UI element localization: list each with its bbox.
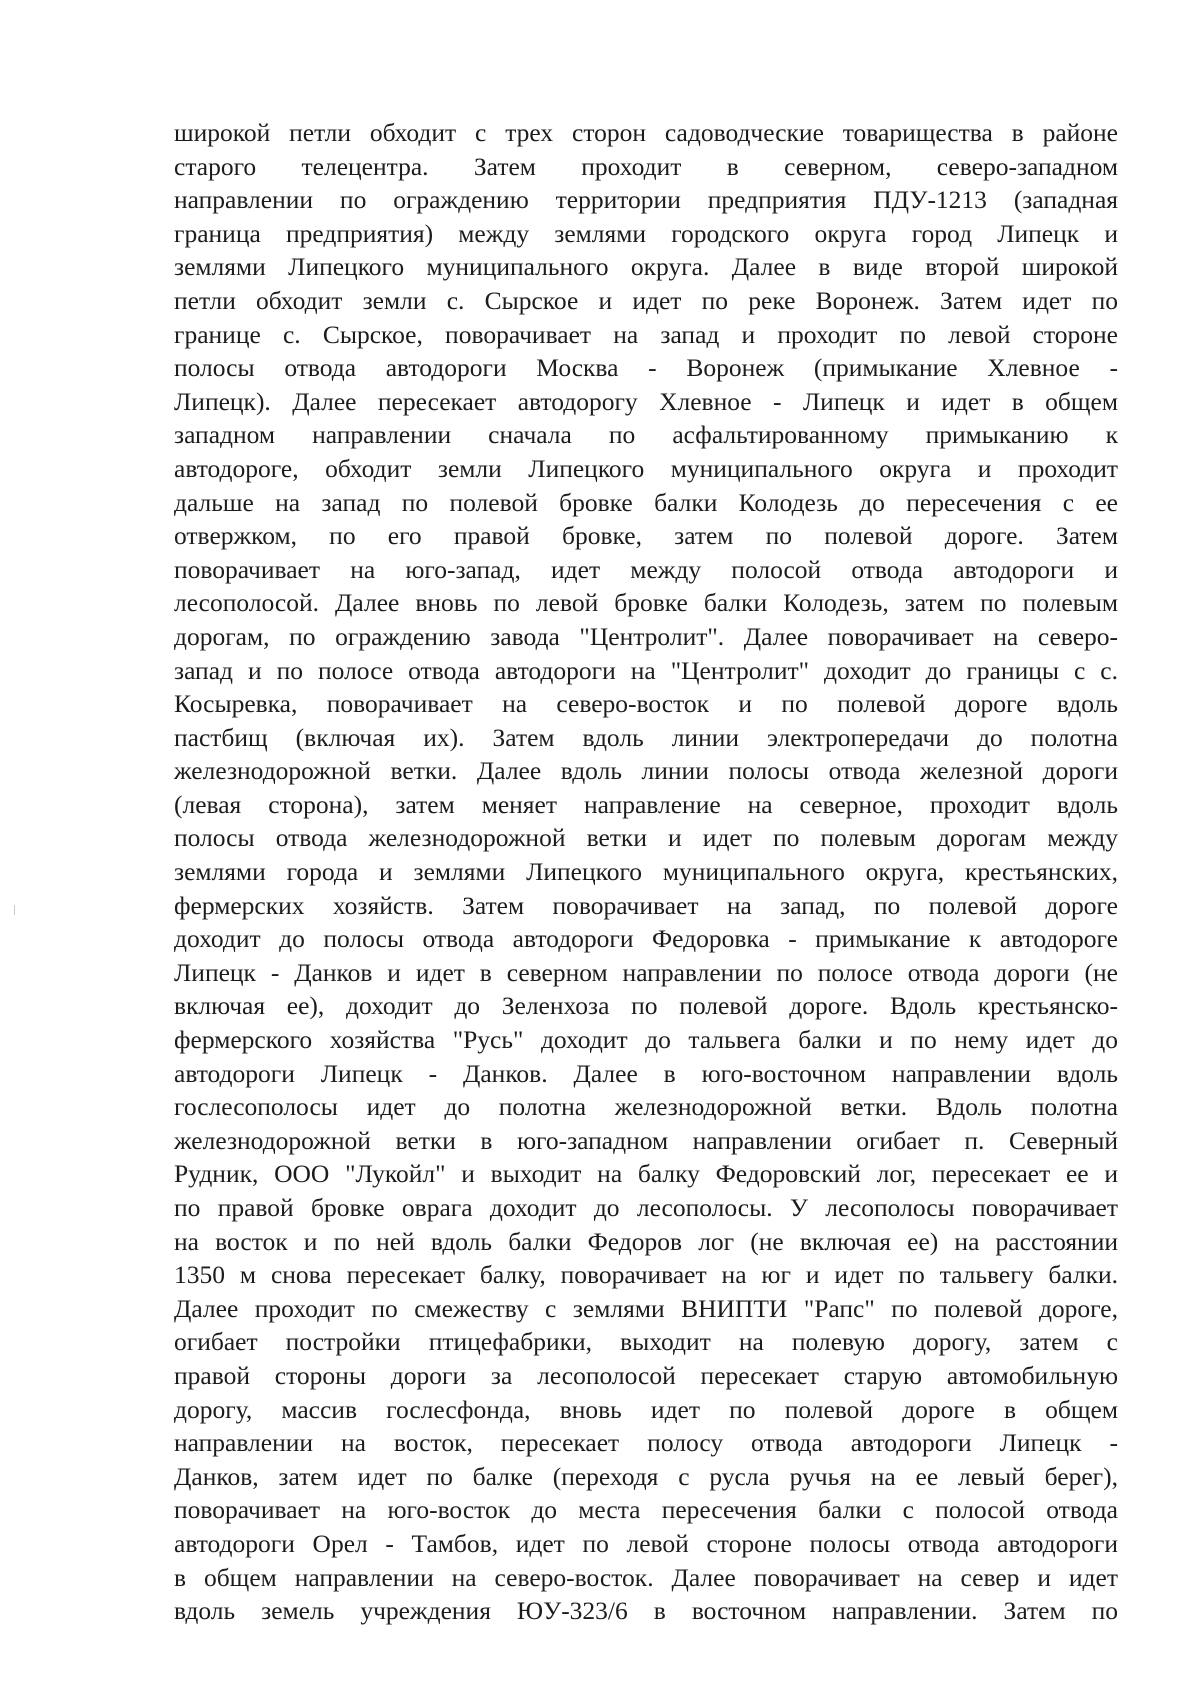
text-line: Данков, затем идет по балке (переходя с русла ручья на ее левый берег), [174, 1461, 1118, 1491]
text-line: железнодорожной ветки. Далее вдоль линии полосы отвода железной дороги [174, 756, 1118, 786]
text-line: автодороге, обходит земли Липецкого муниципального округа и проходит [174, 453, 1118, 483]
text-line: огибает постройки птицефабрики, выходит на полевую дорогу, затем с [174, 1327, 1118, 1357]
text-line: автодороги Липецк - Данков. Далее в юго-восточном направлении вдоль [174, 1058, 1118, 1088]
text-line: по правой бровке оврага доходит до лесополосы. У лесополосы поворачивает [174, 1193, 1118, 1222]
text-line: железнодорожной ветки в юго-западном направлении огибает п. Северный [174, 1125, 1118, 1155]
text-line: направлении на восток, пересекает полосу отвода автодороги Липецк - [174, 1428, 1118, 1458]
text-line: дальше на запад по полевой бровке балки Колодезь до пересечения с ее [174, 487, 1118, 517]
text-line: землями города и землями Липецкого муниципального округа, крестьянских, [174, 857, 1118, 887]
text-line: границе с. Сырское, поворачивает на запад и проходит по левой стороне [174, 319, 1118, 349]
text-line: Косыревка, поворачивает на северо-восток и по полевой дороге вдоль [174, 689, 1118, 719]
text-line: гослесополосы идет до полотна железнодорожной ветки. Вдоль полотна [174, 1092, 1118, 1122]
text-line: полосы отвода автодороги Москва - Воронеж (примыкание Хлевное - [174, 353, 1118, 383]
text-line: граница предприятия) между землями городского округа город Липецк и [174, 218, 1118, 248]
text-line: пастбищ (включая их). Затем вдоль линии электропередачи до полотна [174, 722, 1118, 752]
text-line: дорогу, массив гослесфонда, вновь идет по полевой дороге в общем [174, 1394, 1118, 1424]
text-line: фермерских хозяйств. Затем поворачивает на запад, по полевой дороге [174, 890, 1118, 920]
text-line: отвержком, по его правой бровке, затем по полевой дороге. Затем [174, 521, 1118, 551]
text-line: запад и по полосе отвода автодороги на "Центролит" доходит до границы с с. [174, 655, 1118, 685]
body-text [174, 116, 1118, 1628]
text-line: фермерского хозяйства "Русь" доходит до тальвега балки и по нему идет до [174, 1025, 1118, 1055]
text-line: направлении по ограждению территории предприятия ПДУ-1213 (западная [174, 185, 1118, 215]
text-line: доходит до полосы отвода автодороги Федоровка - примыкание к автодороге [174, 924, 1118, 954]
text-line: (левая сторона), затем меняет направление на северное, проходит вдоль [174, 789, 1118, 819]
text-line: лесополосой. Далее вновь по левой бровке балки Колодезь, затем по полевым [174, 588, 1118, 618]
text-line: в общем направлении на северо-восток. Далее поворачивает на север и идет [174, 1562, 1118, 1592]
text-line: петли обходит земли с. Сырское и идет по реке Воронеж. Затем идет по [174, 285, 1118, 315]
text-line: землями Липецкого муниципального округа. Далее в виде второй широкой [174, 252, 1118, 282]
text-line: вдоль земель учреждения ЮУ-323/6 в восточном направлении. Затем по [174, 1596, 1118, 1626]
text-line: полосы отвода железнодорожной ветки и идет по полевым дорогам между [174, 823, 1118, 853]
text-line: правой стороны дороги за лесополосой пересекает старую автомобильную [174, 1360, 1118, 1390]
scan-margin-mark [14, 905, 15, 915]
text-line: поворачивает на юго-восток до места пересечения балки с полосой отвода [174, 1495, 1118, 1525]
text-line: дорогам, по ограждению завода "Центролит". Далее поворачивает на северо- [174, 621, 1118, 651]
text-line: поворачивает на юго-запад, идет между полосой отвода автодороги и [174, 554, 1118, 584]
text-line: старого телецентра. Затем проходит в северном, северо-западном [174, 151, 1118, 181]
text-line: Рудник, ООО "Лукойл" и выходит на балку Федоровский лог, пересекает ее и [174, 1159, 1118, 1189]
text-line: Далее проходит по смежеству с землями ВНИПТИ "Рапс" по полевой дороге, [174, 1293, 1118, 1323]
text-line: широкой петли обходит с трех сторон садоводческие товарищества в районе [174, 118, 1118, 147]
text-line: западном направлении сначала по асфальтированному примыканию к [174, 420, 1118, 450]
text-line: на восток и по ней вдоль балки Федоров лог (не включая ее) на расстоянии [174, 1226, 1118, 1256]
text-line: Липецк). Далее пересекает автодорогу Хлевное - Липецк и идет в общем [174, 386, 1118, 416]
text-line: автодороги Орел - Тамбов, идет по левой стороне полосы отвода автодороги [174, 1528, 1118, 1558]
text-line: включая ее), доходит до Зеленхоза по полевой дороге. Вдоль крестьянско- [174, 991, 1118, 1021]
text-line: 1350 м снова пересекает балку, поворачивает на юг и идет по тальвегу балки. [174, 1260, 1118, 1290]
text-line: Липецк - Данков и идет в северном направлении по полосе отвода дороги (не [174, 957, 1118, 987]
